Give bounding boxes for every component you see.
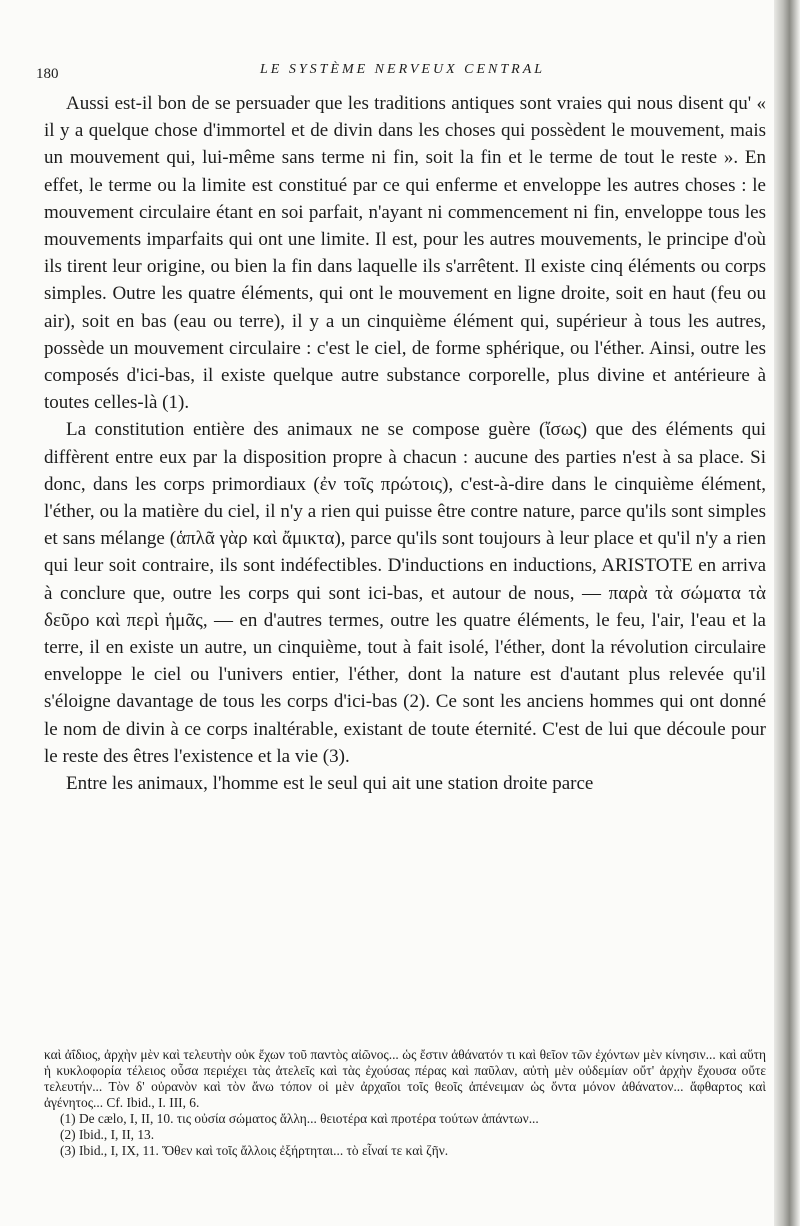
greek-quotation: καὶ ἀΐδιος, ἀρχὴν μὲν καὶ τελευτὴν οὐκ ἔχων τοῦ παντὸς αἰῶνος... ὡς ἔστιν ἀθάνατόν τι καὶ θεῖον τῶν ἐχόντων μὲν κίνησιν... καὶ αὕτη ἡ κυκλοφορία τέλειος οὖσα περιέχει τὰς ἀτελεῖς καὶ τὰς ἐχούσας πέρας καὶ παῦλαν, αὐτὴ μὲν οὐδεμίαν οὔτ' ἀρχὴν ἔχουσα οὔτε τελευτήν... Τὸν δ' οὐρανὸν καὶ τὸν ἄνω τόπον οἱ μὲν ἀρχαῖοι τοῖς θεοῖς ἀπένειμαν ὡς ὄντα μόνον ἀθάνατον... ἄφθαρτος καὶ ἀγένητος... Cf. Ibid., I. III, 6. bbox=[44, 1047, 766, 1110]
body-text bbox=[44, 90, 766, 797]
page-edge bbox=[774, 0, 800, 1226]
footnotes bbox=[44, 1047, 766, 1159]
footnote: (1) De cælo, I, II, 10. τις οὐσία σώματος ἄλλη... θειοτέρα καὶ προτέρα τούτων ἁπάντων... bbox=[60, 1111, 539, 1126]
paragraph: Entre les animaux, l'homme est le seul qui ait une station droite parce bbox=[66, 773, 594, 795]
footnote: (2) Ibid., I, II, 13. bbox=[60, 1127, 155, 1142]
paragraph: Aussi est-il bon de se persuader que les traditions antiques sont vraies qui nous disent qu' « il y a quelque chose d'immortel et de divin dans les choses qui possèdent le mouvement, mais un mouvement qui, lui-même sans terme ni fin, soit la fin et le terme de tout le reste ». En effet, le terme ou la limite est constitué par ce qui enferme et enveloppe les autres choses : le mouvement circulaire étant en soi parfait, n'ayant ni commencement ni fin, enveloppe tous les mouvements imparfaits qui ont une limite. Il est, pour les autres mouvements, le principe d'où ils tirent leur origine, ou bien la fin dans laquelle ils s'arrêtent. Il existe cinq éléments ou corps simples. Outre les quatre éléments, qui ont le mouvement en ligne droite, soit en haut (feu ou air), soit en bas (eau ou terre), il y a un cinquième élément qui, supérieur à tous les autres, possède un mouvement circulaire : c'est le ciel, de forme sphérique, ou l'éther. Ainsi, outre les composés d'ici-bas, il existe quelque autre substance corporelle, plus divine et antérieure à toutes celles-là (1). bbox=[44, 93, 766, 414]
page-number: 180 bbox=[36, 66, 59, 82]
running-title: LE SYSTÈME NERVEUX CENTRAL bbox=[260, 62, 546, 77]
footnote: (3) Ibid., I, IX, 11. Ὅθεν καὶ τοῖς ἄλλοις ἐξήρτηται... τὸ εἶναί τε καὶ ζῆν. bbox=[60, 1143, 449, 1158]
paragraph: La constitution entière des animaux ne se compose guère (ἴσως) que des éléments qui diffèrent entre eux par la disposition propre à chacun : aucune des parties n'est à sa place. Si donc, dans les corps primordiaux (ἐν τοῖς πρώτοις), c'est-à-dire dans le cinquième élément, l'éther, ou la matière du ciel, il n'y a rien qui puisse être contre nature, parce qu'ils sont simples et sans mélange (ἁπλᾶ γὰρ καὶ ἄμικτα), parce qu'ils sont toujours à leur place et qu'il n'y a rien qui leur soit contraire, ils sont indéfectibles. D'inductions en inductions, ARISTOTE en arriva à conclure que, outre les corps qui sont ici-bas, et autour de nous, — παρὰ τὰ σώματα τὰ δεῦρο καὶ περὶ ἡμᾶς, — en d'autres termes, outre les quatre éléments, le feu, l'air, l'eau et la terre, il en existe un autre, un cinquième, tout à fait isolé, l'éther, dont la révolution circulaire enveloppe le ciel ou l'univers entier, l'éther, dont la nature est d'autant plus relevée qu'il s'éloigne davantage de tous les corps d'ici-bas (2). Ce sont les anciens hommes qui ont donné le nom de divin à ce corps inaltérable, existant de toute éternité. C'est de lui que découle pour le reste des êtres l'existence et la vie (3). bbox=[44, 419, 766, 767]
